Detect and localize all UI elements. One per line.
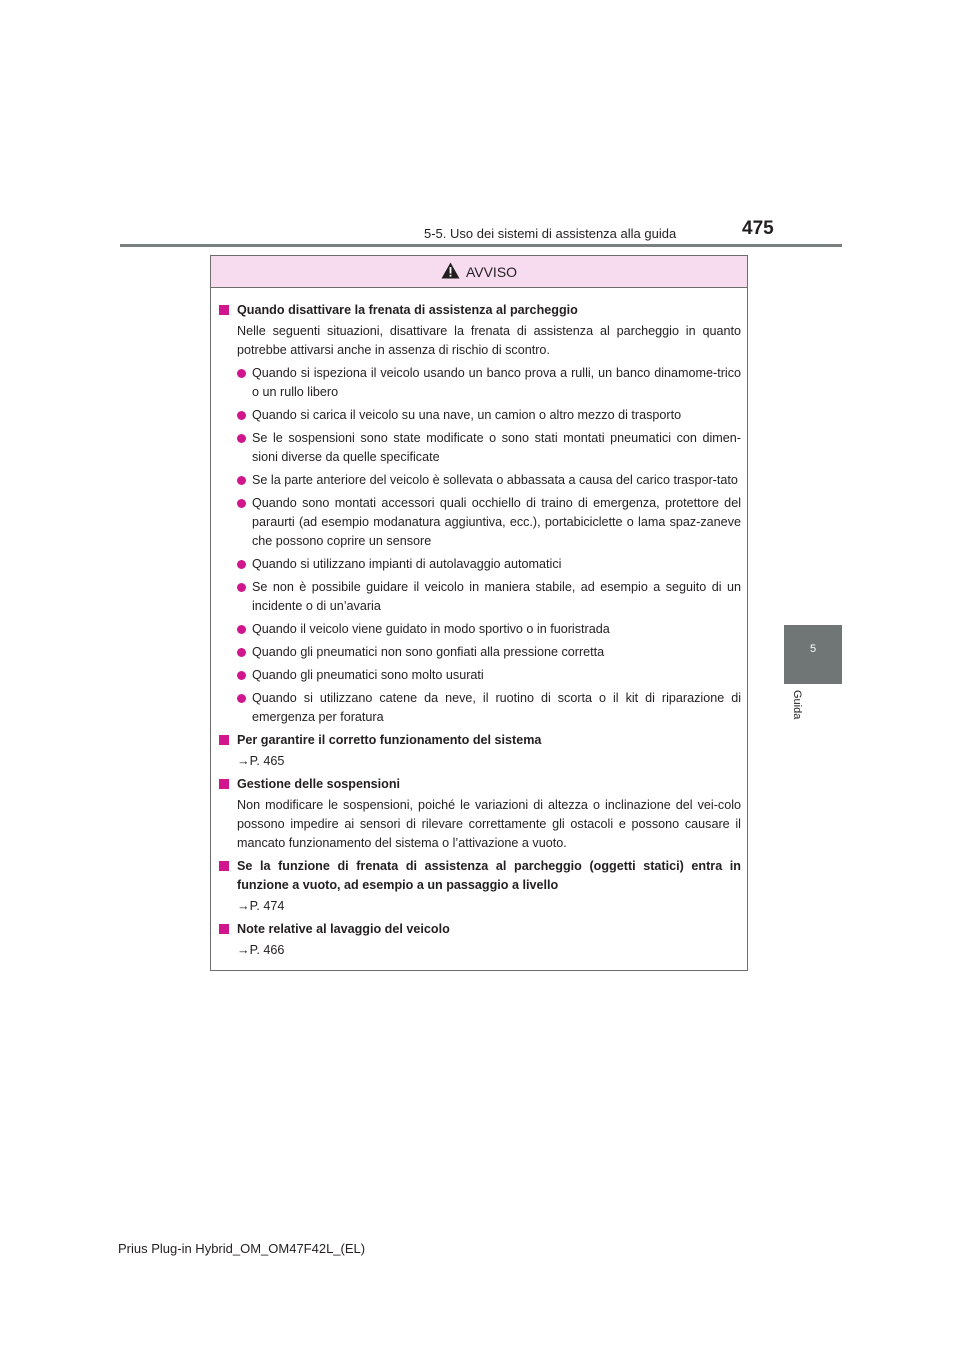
square-bullet-icon [219,305,229,315]
warning-item [219,301,741,727]
square-bullet-icon [219,924,229,934]
warning-title: AVVISO [465,263,518,280]
warning-item [219,775,741,853]
item-text: Non modificare le sospensioni, poiché le variazioni di altezza o inclinazione del vei-colo possono impedire ai sensori di rilevare correttamente gli ostacoli e possono causare il mancato funzionamento del sistema o l’attivazione a vuoto. [237,798,741,850]
page-reference-link[interactable]: →P. 474 [237,899,285,913]
list-item: Quando si utilizzano catene da neve, il ruotino di scorta o il kit di riparazione di emergenza per foratura [237,689,741,727]
list-item: Quando il veicolo viene guidato in modo sportivo o in fuoristrada [237,620,741,639]
chapter-label: Guida [791,690,803,720]
item-text: Nelle seguenti situazioni, disattivare la frenata di assistenza al parcheggio in quanto potrebbe attivarsi anche in assenza di rischio di scontro. [237,324,741,357]
warning-box [210,255,748,971]
header-rule [120,244,842,247]
bullet-dot-icon [237,369,246,378]
item-heading: Quando disattivare la frenata di assistenza al parcheggio [237,303,578,317]
bullet-dot-icon [237,694,246,703]
warning-header [211,256,747,288]
section-title: 5-5. Uso dei sistemi di assistenza alla guida [424,226,677,241]
item-heading: Per garantire il corretto funzionamento del sistema [237,733,542,747]
bullet-dot-icon [237,499,246,508]
bullet-dot-icon [237,583,246,592]
square-bullet-icon [219,861,229,871]
list-item: Quando gli pneumatici sono molto usurati [237,666,741,685]
square-bullet-icon [219,779,229,789]
bullet-dot-icon [237,434,246,443]
warning-body [211,288,747,960]
list-item: Se le sospensioni sono state modificate o sono stati montati pneumatici con dimen-sioni diverse da quelle specificate [237,429,741,467]
item-heading: Gestione delle sospensioni [237,777,401,791]
footer-document-id: Prius Plug-in Hybrid_OM_OM47F42L_(EL) [118,1241,366,1256]
chapter-tab [784,625,842,684]
square-bullet-icon [219,735,229,745]
warning-item [219,920,741,960]
page-number: 475 [742,218,774,239]
page-reference-link[interactable]: →P. 465 [237,754,285,768]
list-item: Quando si ispeziona il veicolo usando un banco prova a rulli, un banco dinamome-trico o un rullo libero [237,364,741,402]
list-item: Quando si carica il veicolo su una nave, un camion o altro mezzo di trasporto [237,406,741,425]
list-item: Quando si utilizzano impianti di autolavaggio automatici [237,555,741,574]
warning-triangle-icon [441,262,460,279]
warning-item [219,731,741,771]
bullet-dot-icon [237,648,246,657]
page-reference-link[interactable]: →P. 466 [237,943,285,957]
list-item: Quando sono montati accessori quali occhiello di traino di emergenza, protettore del paraurti (ad esempio modanatura aggiuntiva, ecc.), portabiciclette o lama spaz-zaneve che possono coprire un sensore [237,494,741,551]
bullet-dot-icon [237,411,246,420]
list-item: Se la parte anteriore del veicolo è sollevata o abbassata a causa del carico traspor-tato [237,471,741,490]
list-item: Quando gli pneumatici non sono gonfiati alla pressione corretta [237,643,741,662]
chapter-number: 5 [809,643,817,655]
bullet-dot-icon [237,560,246,569]
list-item: Se non è possibile guidare il veicolo in maniera stabile, ad esempio a seguito di un incidente o di un’avaria [237,578,741,616]
item-heading: Se la funzione di frenata di assistenza al parcheggio (oggetti statici) entra in funzione a vuoto, ad esempio a un passaggio a livello [237,859,741,892]
bullet-dot-icon [237,671,246,680]
bullet-dot-icon [237,625,246,634]
item-heading: Note relative al lavaggio del veicolo [237,922,450,936]
bullet-dot-icon [237,476,246,485]
warning-item [219,857,741,916]
